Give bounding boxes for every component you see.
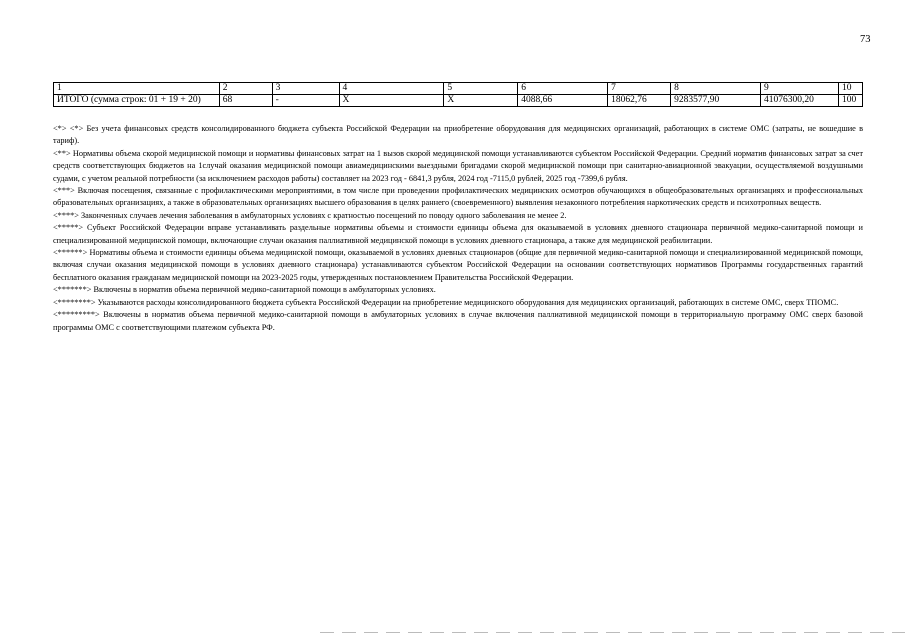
header-cell: 10 bbox=[838, 83, 862, 95]
header-cell: 6 bbox=[518, 83, 608, 95]
table-cell-label: ИТОГО (сумма строк: 01 + 19 + 20) bbox=[54, 95, 220, 107]
summary-table bbox=[53, 82, 863, 107]
footnote: <*********> Включены в норматив объема первичной медико-санитарной помощи в амбулаторных условиях в случае включения паллиативной медицинской помощи в территориальную программу ОМС сверх базовой программы ОМС с соответствующими платежом субъекта РФ. bbox=[53, 310, 863, 332]
footnote: <****> Законченных случаев лечения заболевания в амбулаторных условиях с кратностью посещений по поводу одного заболевания не менее 2. bbox=[53, 210, 567, 220]
table-cell: 100 bbox=[838, 95, 862, 107]
table-cell: - bbox=[272, 95, 339, 107]
header-cell: 9 bbox=[760, 83, 838, 95]
header-cell: 2 bbox=[219, 83, 272, 95]
header-cell: 5 bbox=[444, 83, 518, 95]
table-row-total bbox=[54, 95, 863, 107]
header-cell: 3 bbox=[272, 83, 339, 95]
header-cell: 7 bbox=[608, 83, 671, 95]
page-number: 73 bbox=[860, 34, 871, 45]
footnotes bbox=[53, 123, 863, 334]
footnote: <*******> Включены в норматив объема первичной медико-санитарной помощи в амбулаторных условиях. bbox=[53, 285, 436, 295]
footnote: <********> Указываются расходы консолидированного бюджета субъекта Российской Федерации на приобретение медицинского оборудования для медицинских организаций, работающих в системе ОМС, сверх ТПОМС. bbox=[53, 297, 839, 307]
table-cell: 18062,76 bbox=[608, 95, 671, 107]
scan-edge-divider bbox=[320, 632, 905, 633]
table-cell: 4088,66 bbox=[518, 95, 608, 107]
footnote: <*> <*> Без учета финансовых средств консолидированного бюджета субъекта Российской Федерации на приобретение оборудования для медицинских организаций, работающих в системе ОМС (затраты, не вошедшие в тариф). bbox=[53, 124, 863, 146]
table-cell: X bbox=[339, 95, 444, 107]
table-cell: 68 bbox=[219, 95, 272, 107]
header-cell: 4 bbox=[339, 83, 444, 95]
footnote: <***> Включая посещения, связанные с профилактическими мероприятиями, в том числе при проведении профилактических медицинских осмотров обучающихся в общеобразовательных организациях и профессиональных образовательных организациях, а также в образовательных организациях высшего образования в целях раннего (своевременного) выявления незаконного потребления наркотических средств и психотропных веществ. bbox=[53, 186, 863, 208]
footnote: <**> Нормативы объема скорой медицинской помощи и нормативы финансовых затрат на 1 вызов скорой медицинской помощи устанавливаются субъектом Российской Федерации. Средний норматив финансовых затрат за счет средств соответствующих бюджетов на 1случай оказания медицинской помощи авиамедицинскими выездными бригадами скорой медицинской помощи при санитарно-авиационной эвакуации, осуществляемой воздушными судами, с учетом реальной потребности (за исключением расходов работы) составляет на 2023 год - 6841,3 рубля, 2024 год -7115,0 рублей, 2025 год -7399,6 рубля. bbox=[53, 148, 863, 183]
table-header-row bbox=[54, 83, 863, 95]
header-cell: 1 bbox=[54, 83, 220, 95]
header-cell: 8 bbox=[671, 83, 761, 95]
table-cell: X bbox=[444, 95, 518, 107]
table-cell: 41076300,20 bbox=[760, 95, 838, 107]
footnote: <*****> Субъект Российской Федерации вправе устанавливать раздельные нормативы объемы и стоимости единицы объема для оказываемой в условиях дневного стационара первичной медико-санитарной помощи и специализированной медицинской помощи, включающие случаи оказания паллиативной медицинской помощи в условиях дневного стационара, а также для медицинской реабилитации. bbox=[53, 223, 863, 245]
footnote: <******> Нормативы объема и стоимости единицы объема медицинской помощи, оказываемой в условиях дневных стационаров (общие для первичной медико-санитарной помощи и специализированной медицинской помощи, включая случаи оказания медицинской помощи в условиях дневного стационара) устанавливаются субъектом Российской Федерации на основании соответствующих нормативов Программы государственных гарантий бесплатного оказания гражданам медицинской помощи на 2023-2025 годы, утвержденных постановлением Правительства Российской Федерации. bbox=[53, 248, 863, 282]
table-cell: 9283577,90 bbox=[671, 95, 761, 107]
